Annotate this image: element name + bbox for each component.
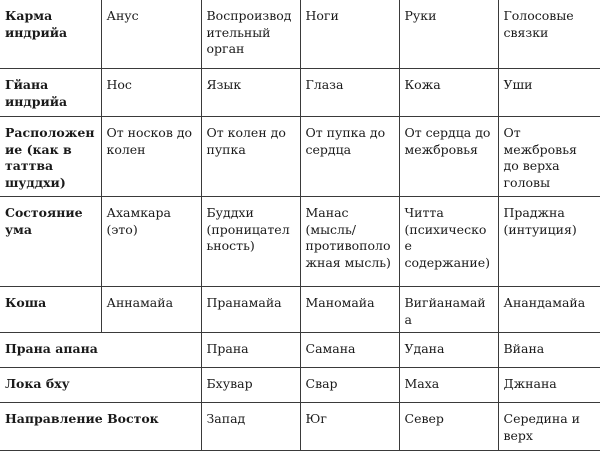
- table-cell: Маномайа: [300, 287, 399, 333]
- table-row-prana: [0, 333, 600, 368]
- table-cell: От пупка до сердца: [300, 117, 399, 197]
- row-header: Направление Восток: [0, 403, 201, 451]
- table-row-gyana-indriya: [0, 69, 600, 117]
- row-header: Состояние ума: [0, 197, 101, 287]
- table-cell: Ноги: [300, 0, 399, 69]
- table-cell: Кожа: [399, 69, 498, 117]
- table-cell: Уши: [498, 69, 600, 117]
- table-cell: Маха: [399, 368, 498, 403]
- table-cell: Вигйанамайа: [399, 287, 498, 333]
- table-cell: От межбровья до верха головы: [498, 117, 600, 197]
- table-cell: Середина и верх: [498, 403, 600, 451]
- row-header: Гйана индрийа: [0, 69, 101, 117]
- table-cell: Манас (мысль/противоположная мысль): [300, 197, 399, 287]
- table-cell: Нос: [101, 69, 201, 117]
- table-cell: Руки: [399, 0, 498, 69]
- table-cell: Удана: [399, 333, 498, 368]
- table-cell: Запад: [201, 403, 300, 451]
- table-cell: Читта (психическое содержание): [399, 197, 498, 287]
- table-cell: Вйана: [498, 333, 600, 368]
- table-row-kosha: [0, 287, 600, 333]
- row-header: Лока бху: [0, 368, 201, 403]
- table-cell: Аннамайа: [101, 287, 201, 333]
- table-cell: От сердца до межбровья: [399, 117, 498, 197]
- table-cell: Анандамайа: [498, 287, 600, 333]
- row-header: Расположение (как в таттва шуддхи): [0, 117, 101, 197]
- table-cell: Бхувар: [201, 368, 300, 403]
- row-header: Прана апана: [0, 333, 201, 368]
- table-row-loka: [0, 368, 600, 403]
- table-cell: От носков до колен: [101, 117, 201, 197]
- table-row-location: [0, 117, 600, 197]
- table-cell: Прана: [201, 333, 300, 368]
- table-cell: От колен до пупка: [201, 117, 300, 197]
- table-cell: Буддхи (проницательность): [201, 197, 300, 287]
- table-cell: Голосовые связки: [498, 0, 600, 69]
- table-row-state-of-mind: [0, 197, 600, 287]
- row-header: Коша: [0, 287, 101, 333]
- table-cell: Север: [399, 403, 498, 451]
- table-cell: Глаза: [300, 69, 399, 117]
- table-cell: Язык: [201, 69, 300, 117]
- table-cell: Юг: [300, 403, 399, 451]
- table-cell: Джнана: [498, 368, 600, 403]
- table-cell: Свар: [300, 368, 399, 403]
- table-cell: Воспроизводительный орган: [201, 0, 300, 69]
- table-row-direction: [0, 403, 600, 451]
- table-cell: Анус: [101, 0, 201, 69]
- table-cell: Самана: [300, 333, 399, 368]
- row-header: Карма индрийа: [0, 0, 101, 69]
- table-cell: Пранамайа: [201, 287, 300, 333]
- table-row-karma-indriya: [0, 0, 600, 69]
- table-cell: Праджна (интуиция): [498, 197, 600, 287]
- table-cell: Ахамкара (это): [101, 197, 201, 287]
